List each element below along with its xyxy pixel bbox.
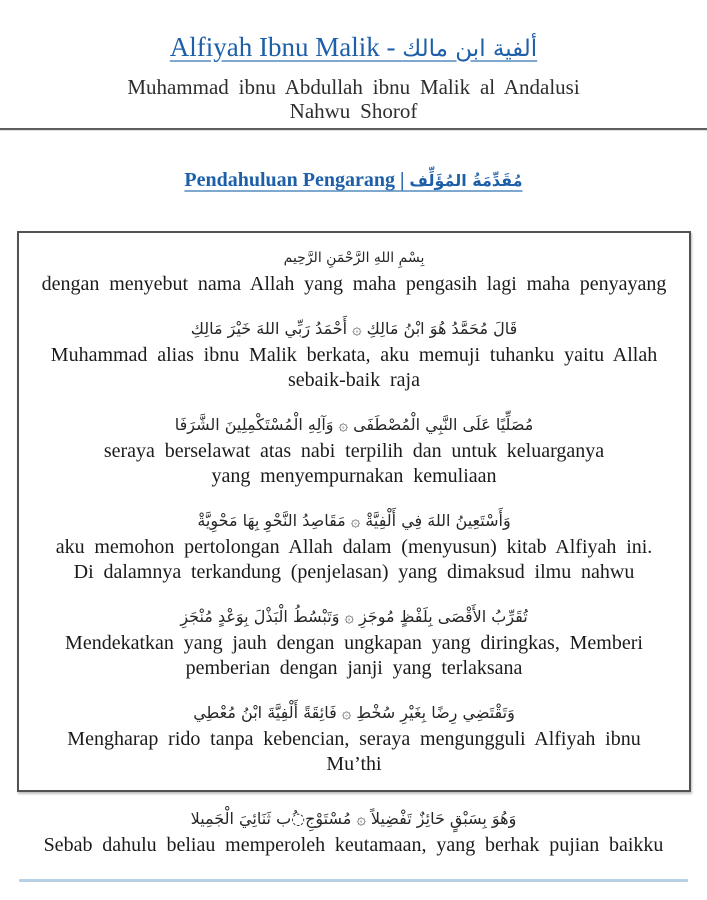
verse-arabic-text: تُقَرِّبُ الأَقْصَى بِلَفْظٍ مُوجَزِ ۞ وَتَبْسُطُ الْبَذْلَ بِوَعْدٍ مُنْجَزِ <box>180 607 528 626</box>
verse-translation-line: yang menyempurnakan kemuliaan <box>211 465 497 487</box>
verse-arabic-text: وَهُوَ بِسَبْقٍ حَائِزٌ تَفْضِيلاً ۞ مُسْتَوْجِ◌ُب ثَنَائِيَ الْجَمِيلا <box>190 809 517 828</box>
verse-block-1 <box>27 306 681 402</box>
verse-block-4 <box>27 594 681 690</box>
author-line: Muhammad ibnu Abdullah ibnu Malik al Andalusi <box>127 75 580 99</box>
verse-translation-line: aku memohon pertolongan Allah dalam (menyusun) kitab Alfiyah ini. <box>55 536 653 558</box>
verse-block-basmala <box>27 235 681 306</box>
verse-arabic-text: وَأَسْتَعِينُ اللهَ فِي أَلْفِيَّةْ ۞ مَقَاصِدُ النَّحْوِ بِهَا مَحْوِيَّةْ <box>197 511 511 530</box>
verse-arabic-text: بِسْمِ اللهِ الرَّحْمَنِ الرَّحِيم <box>283 250 425 266</box>
bottom-divider <box>19 879 688 882</box>
verse-block-footer <box>0 805 707 858</box>
verse-translation-line: seraya berselawat atas nabi terpilih dan untuk keluarganya <box>103 440 605 462</box>
verse-translation-line: sebaik-baik raja <box>288 369 420 391</box>
verse-translation-line: Sebab dahulu beliau memperoleh keutamaan, yang berhak pujian baikku <box>43 834 664 856</box>
verse-translation-line: Mendekatkan yang jauh dengan ungkapan yang diringkas, Memberi <box>65 632 643 654</box>
verse-translation-line: Di dalamnya terkandung (penjelasan) yang dimaksud ilmu nahwu <box>73 561 635 583</box>
section-heading-separator: | <box>400 169 410 191</box>
verse-arabic-text: قَالَ مُحَمَّدُ هُوَ ابْنُ مَالِكِ ۞ أَحْمَدُ رَبِّي اللهَ خَيْرَ مَالِكِ <box>190 319 518 338</box>
verse-arabic-text: مُصَلِّيًا عَلَى النَّبِي الْمُصْطَفَى ۞ وَآلِهِ الْمُسْتَكْمِلِينَ الشَّرَفَا <box>174 415 534 434</box>
page-title[interactable] <box>0 31 707 65</box>
page-title-arabic[interactable]: ألفية ابن مالك <box>402 36 538 62</box>
verses-box <box>17 231 691 792</box>
verse-translation-line: Mu’thi <box>326 753 382 775</box>
section-heading-latin[interactable]: Pendahuluan Pengarang <box>184 169 401 191</box>
top-divider <box>0 128 707 130</box>
verse-block-5 <box>27 690 681 786</box>
category-line: Nahwu Shorof <box>289 99 418 123</box>
verse-arabic-text: وَتَقْتَضِي رِضًا بِغَيْرِ سُخْطِ ۞ فَائِقَةً أَلْفِيَّةَ ابْنُ مُعْطِي <box>193 703 515 722</box>
verse-block-3 <box>27 498 681 594</box>
verse-translation-line: dengan menyebut nama Allah yang maha pengasih lagi maha penyayang <box>41 273 667 295</box>
section-heading-arabic[interactable]: مُقَدِّمَةُ المُؤَلِّف <box>409 171 523 190</box>
page-title-latin[interactable]: Alfiyah Ibnu Malik - <box>169 32 403 62</box>
verse-translation-line: Mengharap rido tanpa kebencian, seraya mengungguli Alfiyah ibnu <box>67 728 641 750</box>
section-heading[interactable] <box>0 167 707 194</box>
verse-block-2 <box>27 402 681 498</box>
verse-translation-line: pemberian dengan janji yang terlaksana <box>185 657 523 679</box>
verse-translation-line: Muhammad alias ibnu Malik berkata, aku memuji tuhanku yaitu Allah <box>50 344 658 366</box>
